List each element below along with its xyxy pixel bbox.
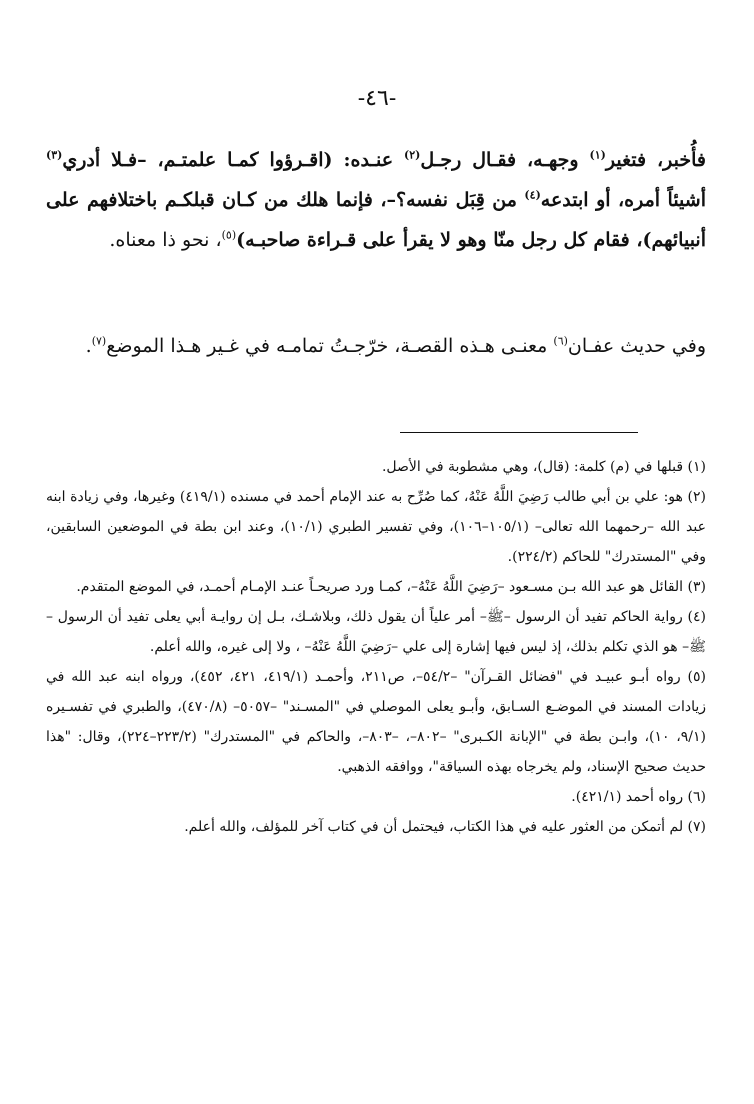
- para2-text-a: وفي حديث عفـان: [567, 335, 706, 357]
- footnote-5: (٥) رواه أبـو عبيـد في "فضائل القـرآن" –٥٤/٢–، ص٢١١، وأحمـد (٤١٩/١، ٤٢١، ٤٥٢)، ورواه ابنه عبد الله في زيادات المسند في الموضـع السـابق، وأبـو يعلى الموصلي في "المسـند" –٥٠٥٧– (٤٧٠/٨)، والطبري في تفسـيره (٩/١، ١٠)، وابـن بطة في "الإبانة الكـبرى" –٨٠٢–، –٨٠٣–، والحاكم في "المستدرك" (٢٢٣/٢–٢٢٤)، وقال: "هذا حديث صحيح الإسناد، ولم يخرجاه بهذه السياقة"، ووافقه الذهبي.: [46, 669, 707, 775]
- main-paragraph-2: [46, 326, 706, 366]
- footnotes: [46, 452, 706, 842]
- footnote-4: (٤) رواية الحاكم تفيد أن الرسول –ﷺ– أمر علياً أن يقول ذلك، وبلاشـك، بـل إن روايـة أبي يعلى تفيد أن الرسول –ﷺ– هو الذي تكلم بذلك، إذ ليس فيها إشارة إلى علي –رَضِيَ اللَّهُ عَنْهُ– ، ولا إلى غيره، والله أعلم.: [46, 609, 706, 655]
- para2-text-b: معنـى هـذه القصـة، خرّجـتُ تمامـه في غـير هـذا الموضع: [106, 335, 554, 357]
- footnote-divider: [400, 432, 638, 433]
- para1-text-a: فأُخبر، فتغير: [605, 149, 707, 171]
- footnote-ref-2: (٢): [404, 148, 421, 162]
- footnote-1: (١) قبلها في (م) كلمة: (قال)، وهي مشطوبة في الأصل.: [381, 459, 706, 475]
- footnote-ref-5: (٥): [221, 228, 237, 242]
- page-number: -٤٦-: [357, 86, 397, 111]
- para1-text-f: ، نحو ذا معناه.: [109, 229, 222, 251]
- footnote-ref-1: (١): [589, 148, 606, 162]
- footnote-2: (٢) هو: علي بن أبي طالب رَضِيَ اللَّهُ عَنْهُ، كما صُرِّح به عند الإمام أحمد في مسنده (٤١٩/١) وغيرها، وفي زيادة ابنه عبد الله –رحمهما الله تعالى– (١٠٥/١–١٠٦)، وفي تفسير الطبري (١٠/١)، وعند ابن بطة في الموضعين السابقين، وفي "المستدرك" للحاكم (٢٢٤/٢).: [46, 489, 707, 565]
- main-paragraph-1: [46, 140, 706, 260]
- para2-text-c: .: [85, 335, 92, 357]
- para1-text-e: من قِبَل نفسه؟–، فإنما هلك من كـان قبلكـم باختلافهم على أنبيائهم)، فقام كل رجل منّا وهو لا يقرأ على قـراءة صاحبـه): [46, 189, 706, 251]
- footnote-3: (٣) القائل هو عبد الله بـن مسـعود –رَضِيَ اللَّهُ عَنْهُ–، كمـا ورد صريحـاً عنـد الإمـام أحمـد، في الموضع المتقدم.: [76, 579, 706, 595]
- footnote-ref-6: (٦): [553, 334, 568, 348]
- footnote-ref-3: (٣): [46, 148, 63, 162]
- para1-text-c: عنـده: (اقـرؤوا كمـا علمتـم، –فـلا أدري: [62, 149, 405, 171]
- footnote-ref-4: (٤): [524, 188, 541, 202]
- footnote-6: (٦) رواه أحمد (٤٢١/١).: [571, 789, 706, 805]
- footnote-7: (٧) لم أتمكن من العثور عليه في هذا الكتاب، فيحتمل أن في كتاب آخر للمؤلف، والله أعلم.: [184, 819, 706, 835]
- para1-text-b: وجهـه، فقـال رجـل: [420, 149, 590, 171]
- footnote-ref-7: (٧): [91, 334, 107, 348]
- para1-text-d: أشيئاً أمره، أو ابتدعه: [540, 189, 706, 211]
